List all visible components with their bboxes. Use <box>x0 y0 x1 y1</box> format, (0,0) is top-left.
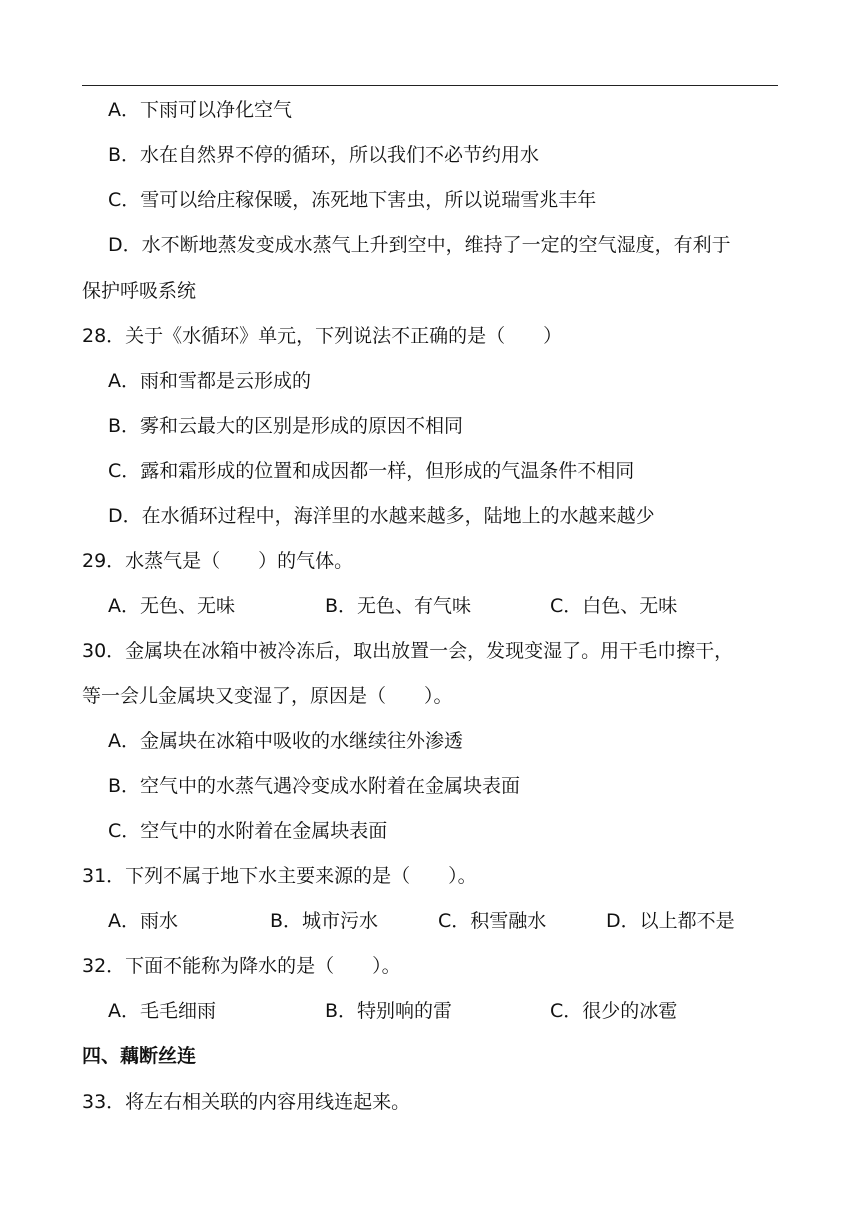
q30-stem-line2: 等一会儿金属块又变湿了，原因是（ ）。 <box>82 685 453 707</box>
q28-option-b: B．雾和云最大的区别是形成的原因不相同 <box>108 415 464 437</box>
q27-option-b: B．水在自然界不停的循环，所以我们不必节约用水 <box>108 144 540 166</box>
q30-stem-line1: 30．金属块在冰箱中被冷冻后，取出放置一会，发现变湿了。用干毛巾擦干， <box>82 640 734 662</box>
q28-option-a: A．雨和雪都是云形成的 <box>108 370 311 392</box>
q32-stem: 32．下面不能称为降水的是（ ）。 <box>82 955 401 977</box>
q29-option-c: C．白色、无味 <box>550 595 678 617</box>
q27-option-c: C．雪可以给庄稼保暖，冻死地下害虫，所以说瑞雪兆丰年 <box>108 189 597 211</box>
q27-option-a: A．下雨可以净化空气 <box>108 99 292 121</box>
q32-options-row <box>0 999 860 1023</box>
q29-option-a: A．无色、无味 <box>108 595 235 617</box>
q28-option-d: D．在水循环过程中，海洋里的水越来越多，陆地上的水越来越少 <box>108 505 655 527</box>
q32-option-c: C．很少的冰雹 <box>550 1000 678 1022</box>
q27-option-d: D．水不断地蒸发变成水蒸气上升到空中，维持了一定的空气湿度，有利于 <box>108 234 731 256</box>
q32-option-b: B．特别响的雷 <box>325 1000 453 1022</box>
header-rule <box>82 85 778 86</box>
section-heading: 四、藕断丝连 <box>82 1045 197 1067</box>
q32-option-a: A．毛毛细雨 <box>108 1000 216 1022</box>
q31-stem: 31．下列不属于地下水主要来源的是（ ）。 <box>82 865 477 887</box>
q29-options-row <box>0 594 860 618</box>
q30-option-a: A．金属块在冰箱中吸收的水继续往外渗透 <box>108 730 463 752</box>
q31-option-a: A．雨水 <box>108 910 178 932</box>
q31-option-d: D．以上都不是 <box>606 910 735 932</box>
q31-option-b: B．城市污水 <box>270 910 379 932</box>
q30-option-c: C．空气中的水附着在金属块表面 <box>108 820 388 842</box>
q29-option-b: B．无色、有气味 <box>325 595 472 617</box>
q29-stem: 29．水蒸气是（ ）的气体。 <box>82 550 354 572</box>
q27-option-d-continued: 保护呼吸系统 <box>82 280 197 302</box>
q28-stem: 28．关于《水循环》单元，下列说法不正确的是（ ） <box>82 325 563 347</box>
q30-option-b: B．空气中的水蒸气遇冷变成水附着在金属块表面 <box>108 775 521 797</box>
q33-stem: 33．将左右相关联的内容用线连起来。 <box>82 1091 411 1113</box>
q31-option-c: C．积雪融水 <box>438 910 547 932</box>
q28-option-c: C．露和霜形成的位置和成因都一样，但形成的气温条件不相同 <box>108 460 635 482</box>
q31-options-row <box>0 909 860 933</box>
